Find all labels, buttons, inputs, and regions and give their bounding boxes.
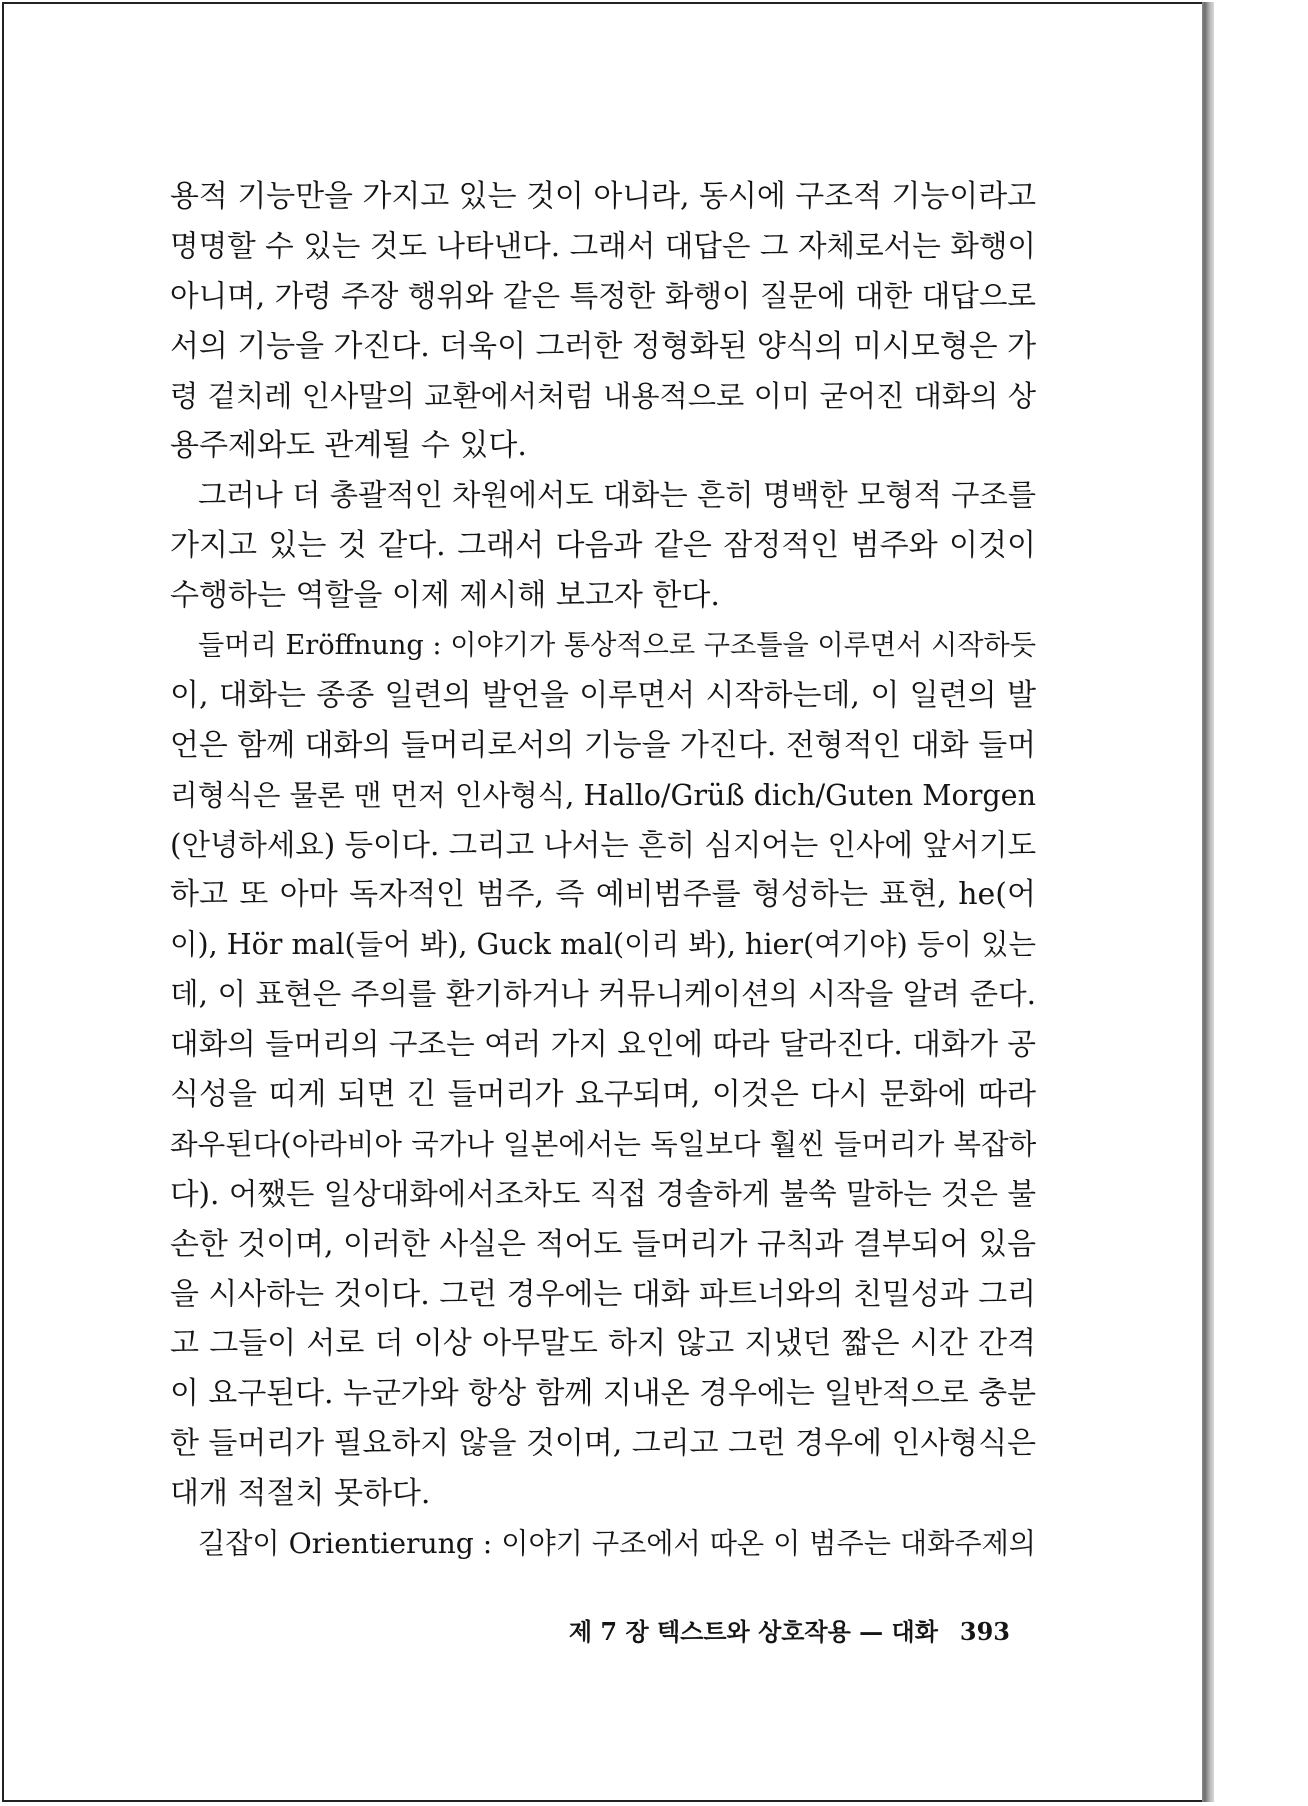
text-line: 손한 것이며, 이러한 사실은 적어도 들머리가 규칙과 결부되어 있음 <box>170 1226 1037 1262</box>
text-line: 이), Hör mal(들어 봐), Guck mal(이리 봐), hier(여기야) 등이 있는 <box>170 928 1036 962</box>
paragraph-start-line: 그러나 더 총괄적인 차원에서도 대화는 흔히 명백한 모형적 구조를 <box>198 478 1036 513</box>
text-line: 식성을 띠게 되면 긴 들머리가 요구되며, 이것은 다시 문화에 따라 <box>170 1077 1036 1113</box>
text-line: 용주제와도 관계될 수 있다. <box>170 428 527 464</box>
text-line: 아니며, 가령 주장 행위와 같은 특정한 화행이 질문에 대한 대답으로 <box>170 278 1036 313</box>
paragraph-start-line: 길잡이 Orientierung : 이야기 구조에서 따온 이 범주는 대화주제의 <box>198 1527 1036 1561</box>
text-line: 다). 어쨌든 일상대화에서조차도 직접 경솔하게 불쑥 말하는 것은 불 <box>170 1176 1036 1211</box>
paragraph-start-line: 들머리 Eröffnung : 이야기가 통상적으로 구조틀을 이루면서 시작하듯 <box>198 630 1036 662</box>
page-footer <box>4 1612 1010 1647</box>
text-line: 하고 또 아마 독자적인 범주, 즉 예비범주를 형성하는 표현, he(어 <box>170 877 1036 913</box>
text-line: 을 시사하는 것이다. 그런 경우에는 대화 파트너와의 친밀성과 그리 <box>170 1276 1037 1312</box>
book-page <box>2 2 1202 1802</box>
text-line: 령 겉치레 인사말의 교환에서처럼 내용적으로 이미 굳어진 대화의 상 <box>170 378 1036 413</box>
text-line: 용적 기능만을 가지고 있는 것이 아니라, 동시에 구조적 기능이라고 <box>170 179 1037 214</box>
page-number: 393 <box>959 1617 1010 1646</box>
text-line: 언은 함께 대화의 들머리로서의 기능을 가진다. 전형적인 대화 들머 <box>170 727 1037 763</box>
text-line: 대화의 들머리의 구조는 여러 가지 요인에 따라 달라진다. 대화가 공 <box>170 1027 1036 1062</box>
text-line: 이, 대화는 종종 일련의 발언을 이루면서 시작하는데, 이 일련의 발 <box>170 677 1036 713</box>
text-line: 데, 이 표현은 주의를 환기하거나 커뮤니케이션의 시작을 알려 준다. <box>170 977 1036 1012</box>
text-line: 고 그들이 서로 더 이상 아무말도 하지 않고 지냈던 짧은 시간 간격 <box>170 1326 1036 1362</box>
text-line: 한 들머리가 필요하지 않을 것이며, 그리고 그런 경우에 인사형식은 <box>170 1426 1037 1462</box>
text-line: 대개 적절치 못하다. <box>170 1476 431 1512</box>
running-head: 제 7 장 텍스트와 상호작용 — 대화 <box>568 1617 938 1646</box>
text-line: 서의 기능을 가진다. 더욱이 그러한 정형화된 양식의 미시모형은 가 <box>170 328 1037 364</box>
text-line: 좌우된다(아라비아 국가나 일본에서는 독일보다 훨씬 들머리가 복잡하 <box>170 1126 1037 1161</box>
body-text <box>170 172 1036 1569</box>
text-line: 리형식은 물론 맨 먼저 인사형식, Hallo/Grüß dich/Guten Morgen <box>170 777 1036 812</box>
text-line: 이 요구된다. 누군가와 항상 함께 지내온 경우에는 일반적으로 충분 <box>170 1376 1037 1412</box>
text-line: (안녕하세요) 등이다. 그리고 나서는 흔히 심지어는 인사에 앞서기도 <box>170 827 1037 862</box>
text-line: 명명할 수 있는 것도 나타낸다. 그래서 대답은 그 자체로서는 화행이 <box>170 228 1036 263</box>
text-line: 수행하는 역할을 이제 제시해 보고자 한다. <box>170 578 720 614</box>
page-edge <box>1200 2 1214 1802</box>
text-line: 가지고 있는 것 같다. 그래서 다음과 같은 잠정적인 범주와 이것이 <box>170 528 1036 564</box>
